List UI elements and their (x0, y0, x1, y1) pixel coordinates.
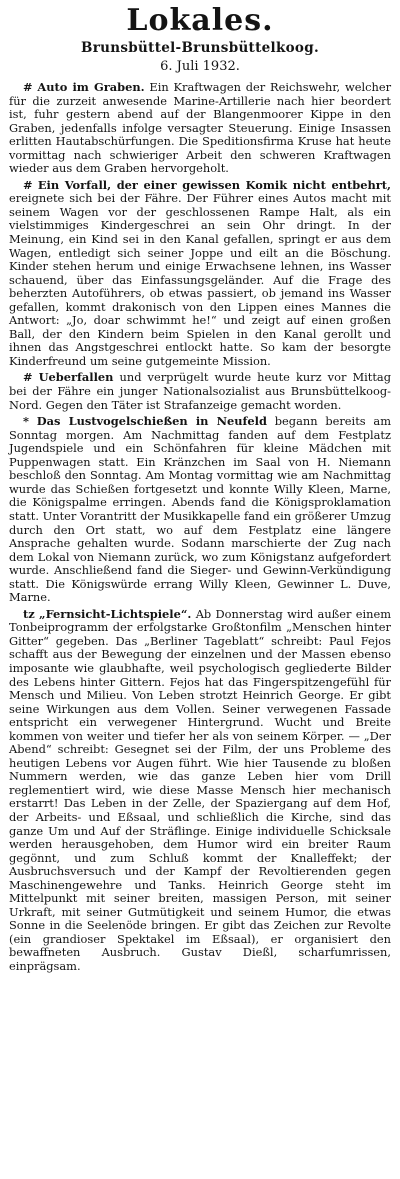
article-body: und verprügelt wurde heute kurz vor Mittag bei der Fähre ein junger Nationalsozialist aus Brunsbüttelkoog-Nord. Gegen den Täter ist Strafanzeige gemacht worden. (9, 370, 392, 412)
article-fernsicht-lichtspiele (9, 608, 391, 974)
article-auto-im-graben (9, 81, 391, 176)
article-marker: * (23, 414, 29, 429)
article-marker: # (23, 177, 33, 192)
article-headline: Das Lustvogelschießen in Neufeld (36, 414, 267, 429)
article-lustvogelschiessen (9, 415, 391, 605)
article-body: Ab Donnerstag wird außer einem Tonbeiprogramm der erfolgstarke Großtonfilm „Menschen hinter Gitter“ gegeben. Das „Berliner Tageblatt“ schreibt: Paul Fejos schafft aus der Bewegung der einzelnen und der Massen ebenso imposante wie glaubhafte, weil psychologisch gegliederte Bilder des Lebens hinter Gittern. Fejos hat das Fingerspitzengefühl für Mensch und Milieu. Von Leben strotzt Heinrich George. Er gibt seine Wirkungen aus dem Vollen. Seiner verwegenen Fassade entspricht ein verwegener Hintergrund. Wucht und Breite kommen von weiter und tiefer her als von seinem Körper. — „Der Abend“ schreibt: Gesegnet sei der Film, der uns Probleme des heutigen Lebens vor Augen führt. Wie hier Tausende zu bloßen Nummern werden, wie das ganze Leben hier vom Drill reglementiert wird, wie diese Masse Mensch hier mechanisch erstarrt! Das Leben in der Zelle, der Spaziergang auf dem Hof, der Arbeits- und Eßsaal, und schließlich die Kirche, sind das ganze Um und Auf der Sträflinge. Einige individuelle Schicksale werden herausgehoben, dem Humor wird ein breiter Raum gegönnt, und zum Schluß kommt der Knalleffekt; der Ausbruchsversuch und der Kampf der Revoltierenden gegen Maschinengewehre und Tanks. Heinrich George steht im Mittelpunkt mit seiner breiten, massigen Person, mit seiner Urkraft, mit seiner Gutmütigkeit und seinem Humor, die etwas Sonne in die Seelenöde bringen. Er gibt das Zeichen zur Revolte (ein grandioser Spektakel im Eßsaal), er organisiert den bewaffneten Ausbruch. Gustav Dießl, scharfumrissen, einprägsam. (9, 606, 392, 973)
article-headline: „Fernsicht-Lichtspiele“. (39, 606, 192, 621)
article-headline: Ein Vorfall, der einer gewissen Komik nicht entbehrt, (37, 177, 391, 192)
section-header (9, 4, 391, 75)
article-headline: Auto im Graben. (37, 80, 145, 94)
article-headline: Ueberfallen (38, 370, 114, 385)
article-marker: # (23, 370, 33, 385)
issue-date: 6. Juli 1932. (160, 59, 240, 74)
article-body: begann bereits am Sonntag morgen. Am Nachmittag fanden auf dem Festplatz Jugendspiele und ein Schönfahren für kleine Mädchen mit Puppenwagen statt. Ein Kränzchen im Saal von H. Niemann beschloß den Sonntag. Am Montag vormittag wie am Nachmittag wurde das Schießen fortgesetzt und konnte Willy Kleen, Marne, die Königspalme erringen. Abends fand die Königsproklamation statt. Unter Vorantritt der Musikkapelle fand ein größerer Umzug durch den Ort statt, wo auf dem Festplatz eine längere Ansprache gehalten wurde. Sodann marschierte der Zug nach dem Lokal von Niemann zurück, wo zum Königstanz aufgefordert wurde. Anschließend fand die Sieger- und Gewinn-Verkündigung statt. Die Königswürde errang Willy Kleen, Gewinner L. Duve, Marne. (9, 414, 391, 605)
article-body: Ein Kraftwagen der Reichswehr, welcher für die zurzeit anwesende Marine-Artillerie nach hier beordert ist, fuhr gestern abend auf der Blangenmoorer Kippe in den Graben, jedenfalls infolge versagter Steuerung. Einige Insassen erlitten Hautabschürfungen. Die Speditionsfirma Kruse hat heute vormittag nach schwieriger Arbeit den schweren Kraftwagen wieder aus dem Graben hervorgeholt. (9, 80, 392, 176)
article-ueberfallen (9, 371, 391, 412)
article-marker: tz (23, 606, 35, 621)
article-vorfall-faehre (9, 179, 391, 369)
locality-subhead: Brunsbüttel-Brunsbüttelkoog. (81, 40, 319, 56)
article-marker: # (23, 80, 33, 94)
article-body: ereignete sich bei der Fähre. Der Führer eines Autos macht mit seinem Wagen vor der geschlossenen Rampe Halt, als ein vielstimmiges Kindergeschrei an sein Ohr dringt. In der Meinung, ein Kind sei in den Kanal gefallen, springt er aus dem Wagen, entledigt sich seiner Joppe und eilt an die Böschung. Kinder stehen herum und einige Erwachsene lehnen, ins Wasser schauend, über das Einfassungsgeländer. Auf die Frage des beherzten Autoführers, ob etwas passiert, ob jemand ins Wasser gefallen, kommt drakonisch von den Lippen eines Mannes die Antwort: „Jo, doar schwimmt he!“ und zeigt auf einen großen Ball, der den Kindern beim Spielen in den Kanal gerollt und ihnen das Angstgeschrei entlockt hatte. So kam der besorgte Kinderfreund um seine gutgemeinte Mission. (9, 191, 391, 368)
section-masthead: Lokales. (126, 3, 274, 38)
